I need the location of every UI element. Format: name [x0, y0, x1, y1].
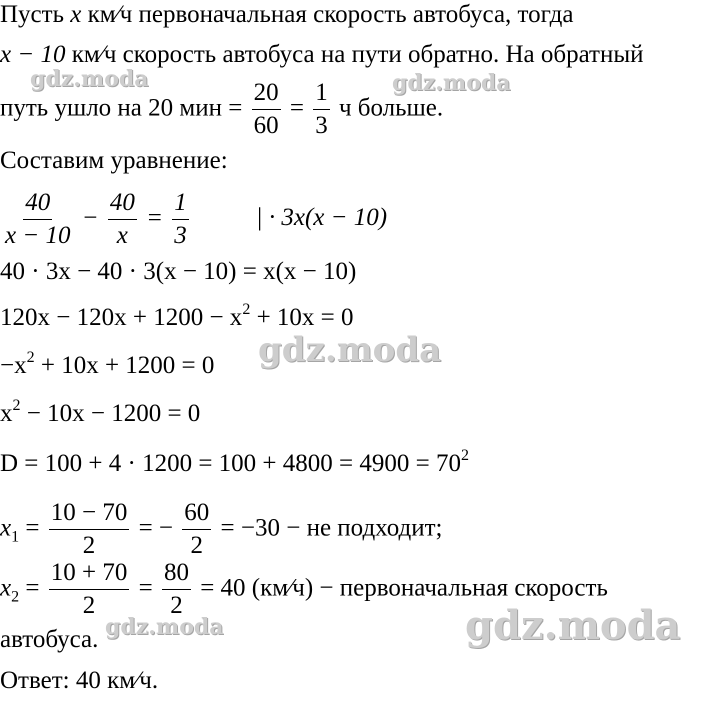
- answer-text: Ответ: 40 км⁄ч.: [0, 667, 159, 694]
- section-heading: Составим уравнение:: [0, 147, 228, 174]
- text-line-2: [0, 42, 644, 67]
- fraction-40-over-x-minus-10: [3, 190, 72, 250]
- subscript: 2: [11, 588, 20, 606]
- equation-line-9: [0, 397, 201, 427]
- text-line-13: [0, 627, 98, 652]
- exponent: 2: [242, 301, 251, 318]
- equals-sign: =: [19, 514, 46, 542]
- line-3-end: ч больше.: [332, 94, 444, 122]
- speed-back-expression: x − 10: [0, 41, 66, 68]
- discriminant-text: D = 100 + 4 · 1200 = 100 + 4800 = 4900 = 70: [0, 450, 461, 477]
- exponent: 2: [12, 397, 21, 414]
- equation-end: − 10x − 1200 = 0: [20, 400, 201, 427]
- watermark-logo: gdz.moda: [105, 614, 224, 640]
- fraction-numerator: 40: [23, 190, 52, 220]
- fraction-denominator: 2: [170, 592, 183, 620]
- root-2-result: = 40 (км⁄ч) − первоначальная скорость: [193, 574, 608, 602]
- fraction-denominator: 3: [174, 222, 187, 250]
- root-1-line: [0, 500, 442, 560]
- subscript: 1: [11, 528, 20, 546]
- equals-sign: =: [139, 204, 170, 232]
- watermark-logo: gdz.moda: [258, 330, 442, 370]
- fraction-60-2: [182, 500, 211, 560]
- fraction-root-1: [49, 500, 130, 560]
- fraction-numerator: 20: [252, 80, 281, 110]
- fraction-1-3: [313, 80, 330, 140]
- fraction-numerator: 60: [182, 500, 211, 530]
- multiplier-note: | · 3x(x − 10): [255, 204, 388, 232]
- fraction-denominator: x: [116, 222, 128, 250]
- fraction-numerator: 10 + 70: [49, 560, 130, 590]
- equals-sign: =: [283, 94, 311, 122]
- variable-x: x: [0, 574, 12, 602]
- exponent: 2: [26, 349, 35, 366]
- line-2-end: км⁄ч скорость автобуса на пути обратно. На обратный: [65, 41, 644, 68]
- equation-end: + 10x = 0: [250, 304, 354, 331]
- fraction-denominator: 3: [315, 112, 328, 140]
- fraction-numerator: 10 − 70: [49, 500, 130, 530]
- fraction-numerator: 40: [108, 190, 137, 220]
- fraction-denominator: 2: [190, 532, 204, 560]
- equation-line-5: [0, 190, 387, 250]
- fraction-40-over-x: [108, 190, 137, 250]
- fraction-numerator: 1: [313, 80, 330, 110]
- fraction-numerator: 80: [162, 560, 191, 590]
- line-1-end: км⁄ч первоначальная скорость автобуса, тогда: [81, 1, 574, 28]
- equation-line-7: [0, 301, 354, 331]
- fraction-numerator: 1: [172, 190, 189, 220]
- fraction-denominator: 2: [82, 592, 96, 620]
- equation-start: x: [0, 400, 13, 427]
- fraction-root-2: [49, 560, 130, 620]
- equals-minus: = −: [132, 514, 180, 542]
- line-13-text: автобуса.: [0, 626, 99, 653]
- variable-x: x: [0, 514, 12, 542]
- fraction-denominator: 2: [82, 532, 96, 560]
- watermark-logo: gdz.moda: [30, 66, 149, 92]
- fraction-denominator: x − 10: [5, 222, 71, 250]
- equation-end: + 10x + 1200 = 0: [34, 352, 215, 379]
- root-1-result: = −30 − не подходит;: [214, 514, 443, 542]
- exponent: 2: [460, 447, 469, 464]
- fraction-1-3: [172, 190, 189, 250]
- equation-start: 120x − 120x + 1200 − x: [0, 304, 243, 331]
- text-line-4: [0, 148, 228, 173]
- fraction-denominator: 60: [253, 112, 279, 140]
- watermark-logo: gdz.moda: [465, 602, 681, 649]
- text-line-1: [0, 2, 573, 27]
- line-3-start: путь ушло на 20 мин =: [0, 94, 249, 122]
- equation-text: 40 · 3x − 40 · 3(x − 10) = x(x − 10): [0, 258, 357, 285]
- line-1-start: Пусть: [0, 1, 71, 28]
- watermark-logo: gdz.moda: [392, 70, 511, 96]
- fraction-80-2: [162, 560, 191, 620]
- equals-sign: =: [132, 574, 159, 602]
- fraction-20-60: [252, 80, 281, 140]
- equation-line-8: [0, 349, 215, 379]
- equals-sign: =: [19, 574, 46, 602]
- minus-sign: −: [75, 204, 105, 232]
- equation-line-6: [0, 259, 356, 284]
- discriminant-line: [0, 447, 469, 477]
- variable-x: x: [70, 1, 82, 28]
- answer-line: [0, 668, 158, 693]
- equation-start: −x: [0, 352, 27, 379]
